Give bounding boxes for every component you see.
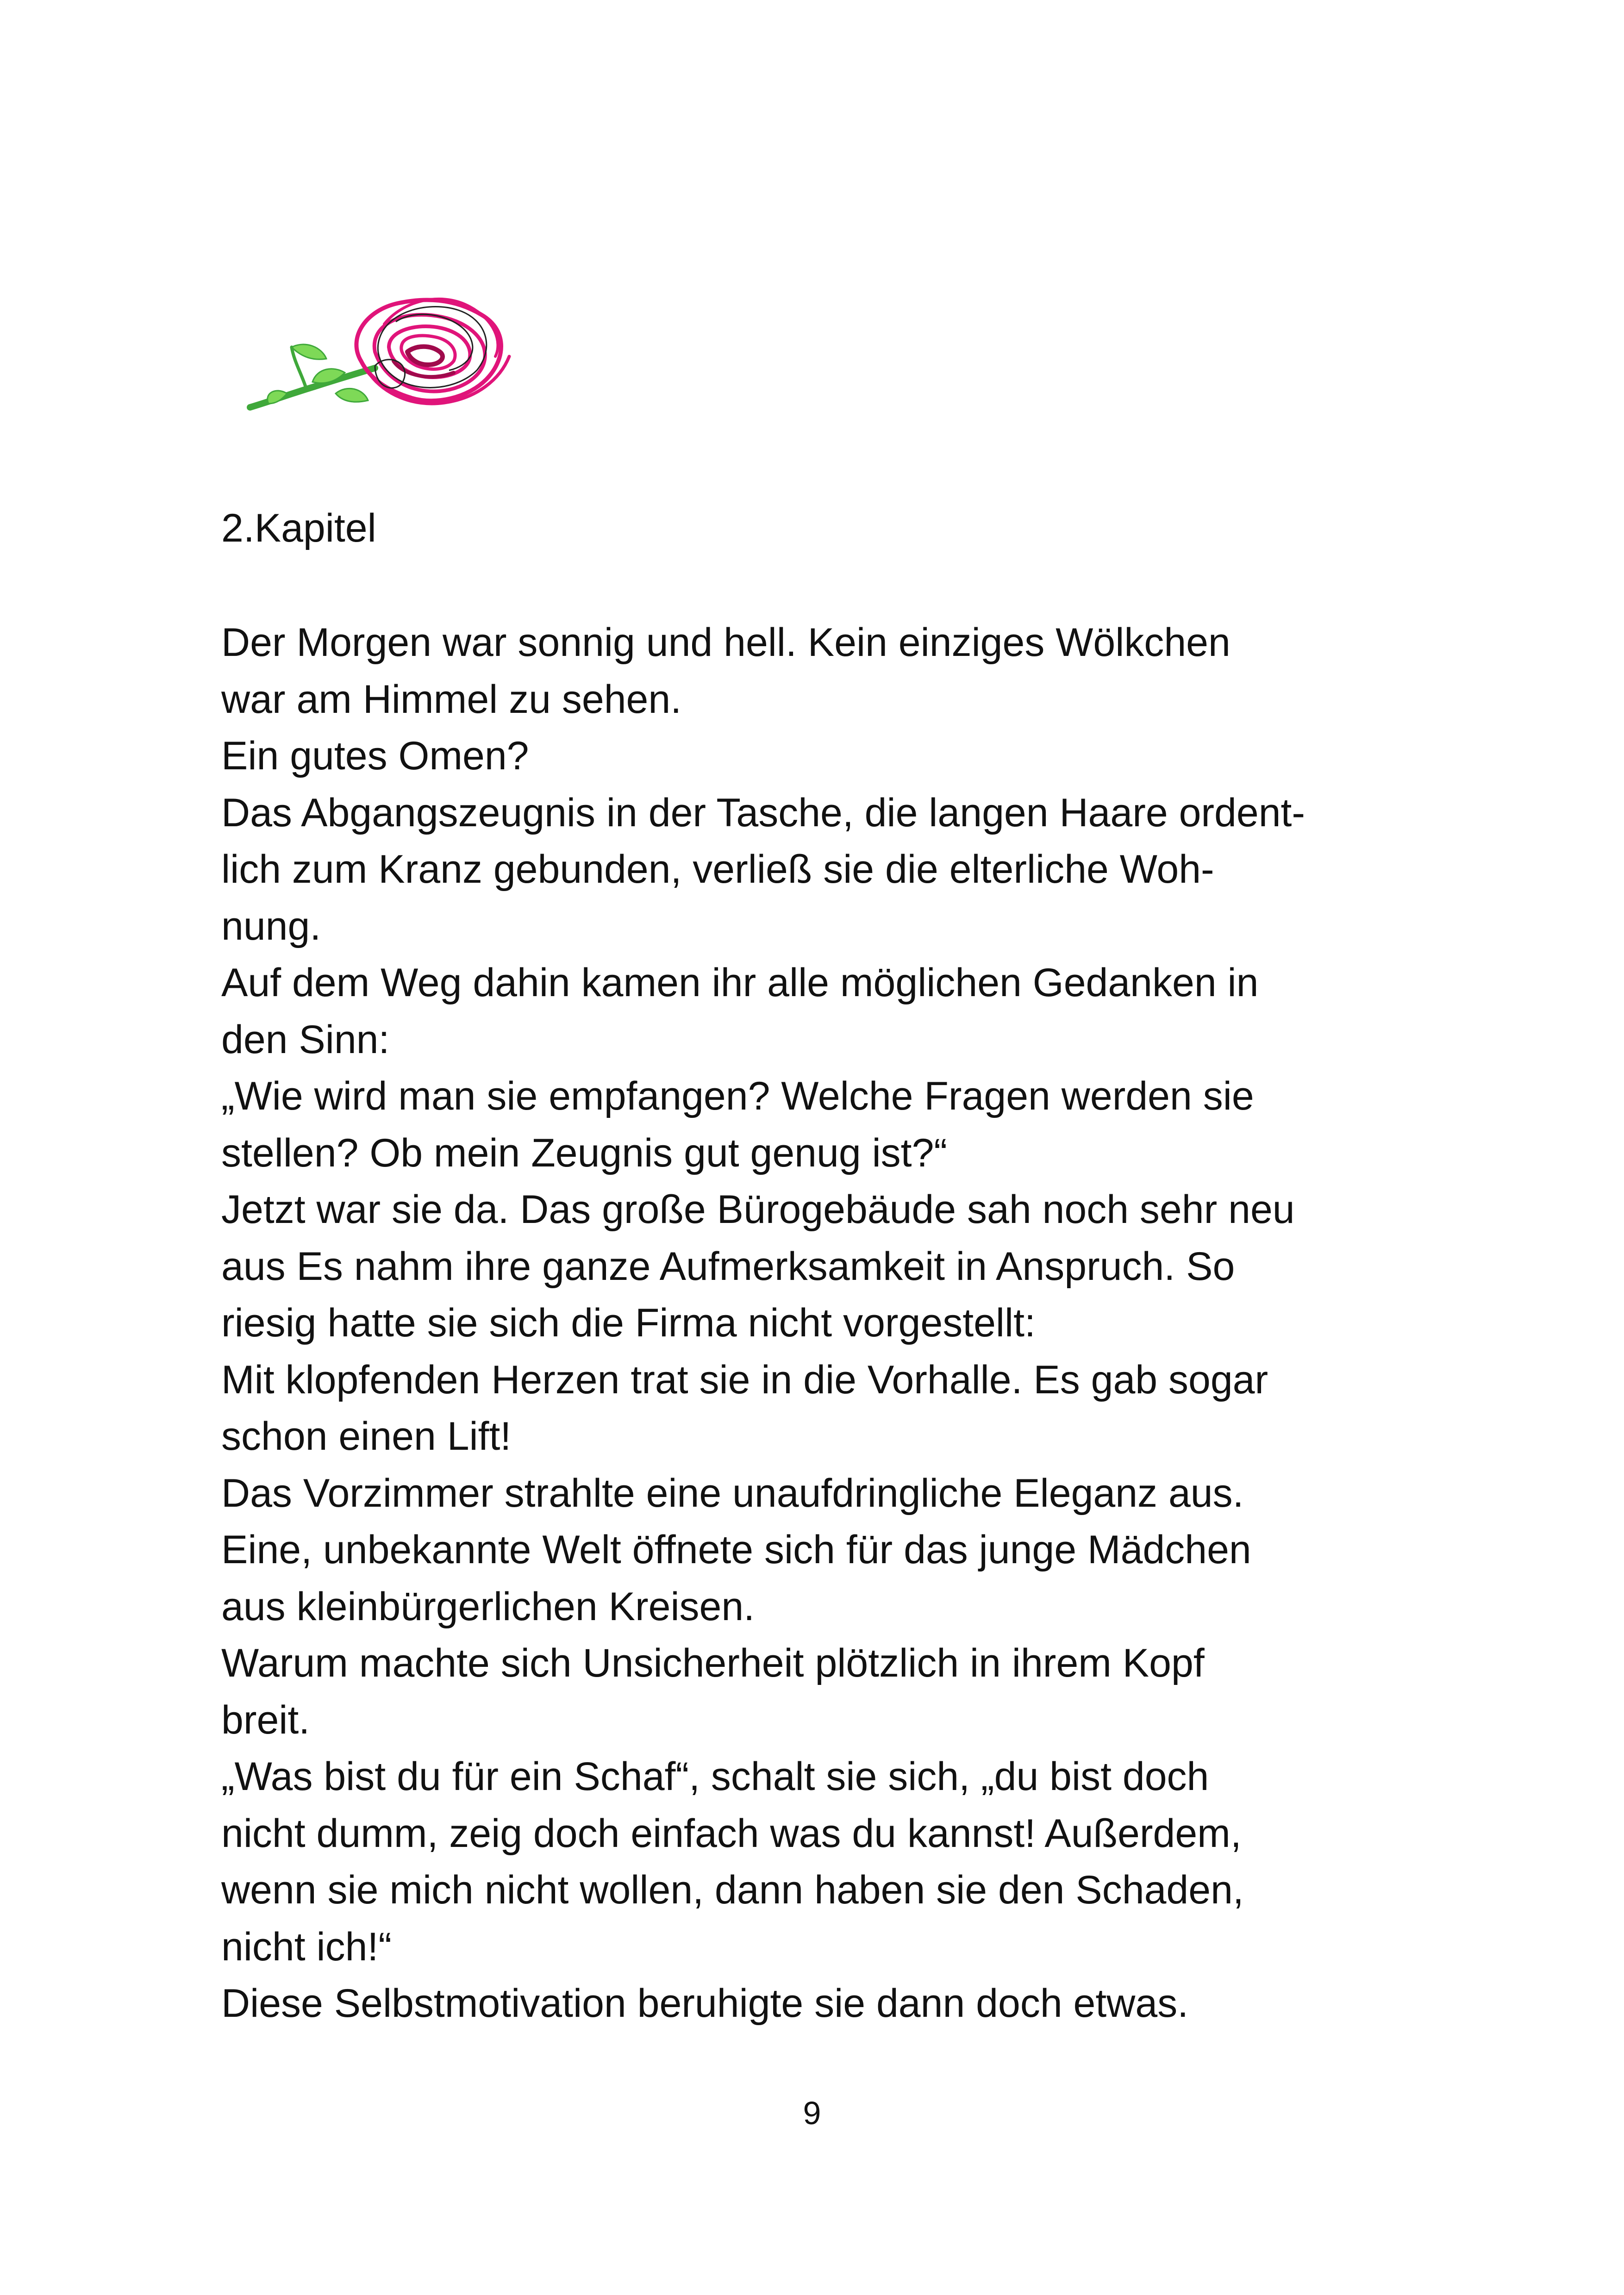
text-line: Das Abgangszeugnis in der Tasche, die langen Haare ordent- bbox=[221, 790, 1305, 835]
text-line: Jetzt war sie da. Das große Bürogebäude sah noch sehr neu bbox=[221, 1187, 1295, 1232]
text-line: Mit klopfenden Herzen trat sie in die Vorhalle. Es gab sogar bbox=[221, 1357, 1268, 1402]
text-line: breit. bbox=[221, 1697, 310, 1742]
text-line: stellen? Ob mein Zeugnis gut genug ist?“ bbox=[221, 1130, 948, 1175]
text-line: riesig hatte sie sich die Firma nicht vorgestellt: bbox=[221, 1301, 1036, 1345]
text-line: war am Himmel zu sehen. bbox=[221, 677, 682, 722]
text-line: wenn sie mich nicht wollen, dann haben sie den Schaden, bbox=[221, 1868, 1244, 1912]
text-line: nicht dumm, zeig doch einfach was du kannst! Außerdem, bbox=[221, 1811, 1242, 1856]
rose-bloom bbox=[356, 299, 509, 404]
page-number: 9 bbox=[803, 2095, 821, 2131]
rose-leaf-upper bbox=[292, 344, 326, 359]
text-line: nicht ich!“ bbox=[221, 1924, 392, 1969]
rose-leaf-right bbox=[336, 388, 368, 402]
text-line: Auf dem Weg dahin kamen ihr alle möglichen Gedanken in bbox=[221, 960, 1259, 1005]
text-line: „Was bist du für ein Schaf“, schalt sie sich, „du bist doch bbox=[221, 1754, 1209, 1799]
chapter-body bbox=[221, 614, 1448, 2032]
text-line: Eine, unbekannte Welt öffnete sich für das junge Mädchen bbox=[221, 1528, 1251, 1572]
text-line: den Sinn: bbox=[221, 1017, 390, 1062]
text-line: Warum machte sich Unsicherheit plötzlich in ihrem Kopf bbox=[221, 1641, 1205, 1685]
text-line: Der Morgen war sonnig und hell. Kein einziges Wölkchen bbox=[221, 620, 1230, 665]
rose-leaf-left bbox=[268, 391, 287, 404]
chapter-title: 2.Kapitel bbox=[221, 506, 376, 550]
text-line: Das Vorzimmer strahlte eine unaufdringliche Eleganz aus. bbox=[221, 1471, 1244, 1515]
text-line: nung. bbox=[221, 904, 321, 948]
text-line: schon einen Lift! bbox=[221, 1414, 512, 1459]
text-line: aus Es nahm ihre ganze Aufmerksamkeit in Anspruch. So bbox=[221, 1244, 1235, 1289]
text-line: „Wie wird man sie empfangen? Welche Fragen werden sie bbox=[221, 1074, 1254, 1118]
text-line: lich zum Kranz gebunden, verließ sie die elterliche Woh- bbox=[221, 847, 1214, 892]
text-line: Ein gutes Omen? bbox=[221, 734, 529, 778]
text-line: aus kleinbürgerlichen Kreisen. bbox=[221, 1584, 755, 1629]
text-line: Diese Selbstmotivation beruhigte sie dann doch etwas. bbox=[221, 1981, 1189, 2026]
rose-drawing-icon bbox=[236, 282, 523, 421]
